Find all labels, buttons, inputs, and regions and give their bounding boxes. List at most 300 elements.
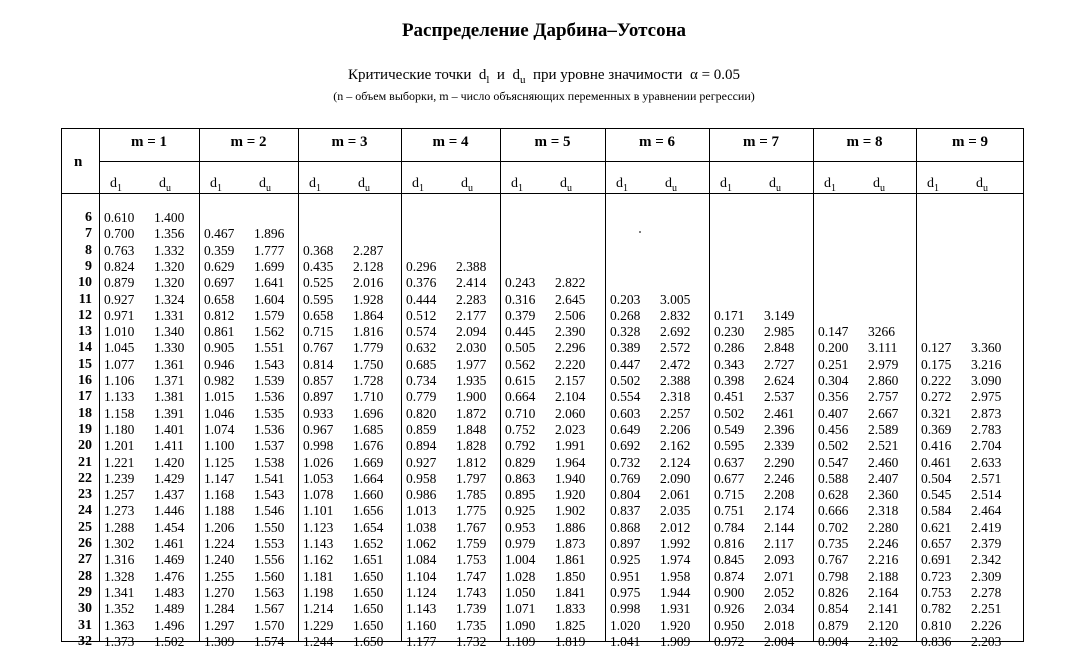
row-label-n: 29 xyxy=(78,584,92,600)
row-label-n: 22 xyxy=(78,470,92,486)
du-value: 2.506 xyxy=(555,307,586,323)
dl-value: 0.958 xyxy=(406,470,437,486)
dl-value: 0.967 xyxy=(303,421,334,437)
column-divider xyxy=(401,129,402,641)
du-value: 2.094 xyxy=(456,324,487,340)
group-header-m5: m = 5 xyxy=(534,134,571,150)
dl-value: 0.854 xyxy=(818,601,849,617)
du-value: 1.767 xyxy=(456,519,487,535)
du-value: 1.641 xyxy=(254,275,285,291)
dl-value: 1.045 xyxy=(104,340,135,356)
dl-value: 0.753 xyxy=(921,584,952,600)
du-value: 2.757 xyxy=(868,389,899,405)
dl-value: 0.804 xyxy=(610,487,641,503)
row-label-n: 6 xyxy=(85,210,92,225)
du-value: 1.850 xyxy=(555,568,586,584)
dl-value: 1.109 xyxy=(505,633,536,649)
du-value: 2.144 xyxy=(764,519,795,535)
du-value: 2.624 xyxy=(764,373,795,388)
du-value: 2.188 xyxy=(868,568,899,584)
dl-value: 0.894 xyxy=(406,438,437,454)
dl-value: 1.177 xyxy=(406,633,437,649)
dl-value: 0.316 xyxy=(505,291,536,307)
du-header: $d_u$ xyxy=(461,176,473,194)
dl-value: 1.100 xyxy=(204,438,235,454)
du-value: 2.287 xyxy=(353,242,384,258)
du-value: 1.469 xyxy=(154,552,185,568)
du-header: $d_u$ xyxy=(769,176,781,194)
du-value: 1.330 xyxy=(154,340,185,356)
dl-value: 0.628 xyxy=(818,487,849,503)
dl-value: 1.255 xyxy=(204,568,235,584)
du-value: 2.975 xyxy=(971,389,1002,405)
dl-value: 0.792 xyxy=(505,438,536,454)
dl-value: 1.257 xyxy=(104,487,135,503)
row-label-n: 13 xyxy=(78,324,92,340)
dl-value: 0.615 xyxy=(505,373,536,388)
dl-value: 0.732 xyxy=(610,454,641,470)
du-value: 3.360 xyxy=(971,340,1002,356)
du-value: 1.739 xyxy=(456,601,487,617)
dl-value: 0.562 xyxy=(505,356,536,372)
dl-value: 0.389 xyxy=(610,340,641,356)
du-value: 2.460 xyxy=(868,454,899,470)
column-divider xyxy=(199,129,200,641)
du-value: 1.656 xyxy=(353,503,384,519)
dl-header: $d_1$ xyxy=(927,176,939,194)
du-value: 2.117 xyxy=(764,536,794,551)
du-value: 1.977 xyxy=(456,356,487,372)
dl-value: 1.363 xyxy=(104,617,135,633)
row-label-n: 15 xyxy=(78,356,92,372)
row-label-n: 7 xyxy=(85,226,92,242)
du-value: 2.035 xyxy=(660,503,691,519)
du-value: 2.407 xyxy=(868,470,899,486)
du-value: 1.699 xyxy=(254,258,285,274)
du-value: 2.124 xyxy=(660,454,691,470)
dl-value: 0.715 xyxy=(714,487,745,503)
du-value: 2.257 xyxy=(660,405,691,421)
dl-value: 0.879 xyxy=(818,617,849,633)
row-label-n: 27 xyxy=(78,552,92,568)
du-value: 1.920 xyxy=(660,617,691,633)
du-value: 2.414 xyxy=(456,275,487,291)
dl-value: 1.147 xyxy=(204,470,235,486)
du-value: 2.128 xyxy=(353,258,384,274)
dl-value: 0.525 xyxy=(303,275,334,291)
du-value: 2.246 xyxy=(868,536,899,551)
dl-value: 1.106 xyxy=(104,373,135,388)
du-value: 1.992 xyxy=(660,536,691,551)
dl-value: 0.927 xyxy=(406,454,437,470)
dl-value: 1.198 xyxy=(303,584,334,600)
du-value: 1.539 xyxy=(254,373,285,388)
du-value: 2.848 xyxy=(764,340,795,356)
du-value: 1.816 xyxy=(353,324,384,340)
du-value: 1.759 xyxy=(456,536,487,551)
dl-value: 1.015 xyxy=(204,389,235,405)
du-value: 1.743 xyxy=(456,584,487,600)
du-value: 1.920 xyxy=(555,487,586,503)
du-value: 1.461 xyxy=(154,536,185,551)
dl-value: 1.143 xyxy=(406,601,437,617)
dl-value: 0.953 xyxy=(505,519,536,535)
du-value: 2.216 xyxy=(868,552,899,568)
dl-value: 0.782 xyxy=(921,601,952,617)
du-value: 2.692 xyxy=(660,324,691,340)
dl-value: 1.125 xyxy=(204,454,235,470)
du-value: 1.872 xyxy=(456,405,487,421)
du-value: 1.650 xyxy=(353,584,384,600)
dl-value: 1.168 xyxy=(204,487,235,503)
du-value: 1.401 xyxy=(154,421,185,437)
dl-value: 0.632 xyxy=(406,340,437,356)
du-value: 1.841 xyxy=(555,584,586,600)
du-header: $d_u$ xyxy=(560,176,572,194)
dl-value: 0.798 xyxy=(818,568,849,584)
du-value: 2.390 xyxy=(555,324,586,340)
dl-header: $d_1$ xyxy=(720,176,732,194)
du-value: 2.822 xyxy=(555,275,586,291)
du-value: 1.538 xyxy=(254,454,285,470)
du-value: 1.320 xyxy=(154,258,185,274)
du-value: 2.104 xyxy=(555,389,586,405)
dl-header: $d_1$ xyxy=(824,176,836,194)
dl-value: 1.077 xyxy=(104,356,135,372)
du-value: 1.909 xyxy=(660,633,691,649)
dl-value: 0.268 xyxy=(610,307,641,323)
dl-value: 1.104 xyxy=(406,568,437,584)
du-value: 1.861 xyxy=(555,552,586,568)
dl-value: 0.545 xyxy=(921,487,952,503)
du-value: 2.290 xyxy=(764,454,795,470)
du-value: 1.902 xyxy=(555,503,586,519)
dl-value: 0.998 xyxy=(610,601,641,617)
du-value: 1.537 xyxy=(254,438,285,454)
dl-value: 0.685 xyxy=(406,356,437,372)
du-value: 2.985 xyxy=(764,324,795,340)
du-value: 1.812 xyxy=(456,454,487,470)
du-value: 1.944 xyxy=(660,584,691,600)
row-label-n: 14 xyxy=(78,340,92,356)
subtitle xyxy=(0,67,1088,86)
du-value: 1.935 xyxy=(456,373,487,388)
dl-value: 1.240 xyxy=(204,552,235,568)
dl-value: 0.975 xyxy=(610,584,641,600)
du-value: 2.783 xyxy=(971,421,1002,437)
dl-value: 0.933 xyxy=(303,405,334,421)
dl-value: 0.243 xyxy=(505,275,536,291)
dl-value: 1.123 xyxy=(303,519,334,535)
group-header-m3: m = 3 xyxy=(331,134,368,150)
du-value: 2.472 xyxy=(660,356,691,372)
du-value: 1.696 xyxy=(353,405,384,421)
column-divider xyxy=(298,129,299,641)
du-value: 1.411 xyxy=(154,438,184,454)
du-value: 2.174 xyxy=(764,503,795,519)
dl-value: 0.697 xyxy=(204,275,235,291)
du-value: 1.556 xyxy=(254,552,285,568)
row-label-n: 16 xyxy=(78,373,92,388)
column-divider xyxy=(916,129,917,641)
du-value: 2.461 xyxy=(764,405,795,421)
dl-value: 0.666 xyxy=(818,503,849,519)
dl-value: 1.050 xyxy=(505,584,536,600)
dl-value: 0.677 xyxy=(714,470,745,486)
row-label-n: 24 xyxy=(78,503,92,519)
page-title: Распределение Дарбина–Уотсона xyxy=(401,20,687,41)
du-value: 1.560 xyxy=(254,568,285,584)
dl-value: 0.230 xyxy=(714,324,745,340)
durbin-watson-table xyxy=(61,128,1024,649)
dl-value: 0.859 xyxy=(406,421,437,437)
row-label-n: 23 xyxy=(78,487,92,503)
du-value: 1.775 xyxy=(456,503,487,519)
dl-value: 0.547 xyxy=(818,454,849,470)
group-header-m2: m = 2 xyxy=(230,134,267,150)
du-value: 1.536 xyxy=(254,389,285,405)
subtitle-conj: и xyxy=(496,67,505,83)
dl-value: 0.816 xyxy=(714,536,745,551)
dl-value: 1.071 xyxy=(505,601,536,617)
dl-value: 0.905 xyxy=(204,340,235,356)
row-label-n: 21 xyxy=(78,454,92,470)
subtitle-suffix: при уровне значимости xyxy=(532,67,683,83)
dl-value: 0.512 xyxy=(406,307,437,323)
dl-value: 1.214 xyxy=(303,601,334,617)
du-value: 2.280 xyxy=(868,519,899,535)
dl-value: 1.143 xyxy=(303,536,334,551)
du-value: 2.514 xyxy=(971,487,1002,503)
du-value: 2.571 xyxy=(971,470,1002,486)
dl-value: 0.369 xyxy=(921,421,952,437)
du-value: 1.332 xyxy=(154,242,185,258)
du-value: 2.572 xyxy=(660,340,691,356)
du-value: 1.454 xyxy=(154,519,185,535)
du-value: 2.203 xyxy=(971,633,1002,649)
dl-value: 0.734 xyxy=(406,373,437,388)
dl-value: 0.629 xyxy=(204,258,235,274)
dl-value: 0.296 xyxy=(406,258,437,274)
du-value: 1.825 xyxy=(555,617,586,633)
dl-value: 0.814 xyxy=(303,356,334,372)
du-value: 2.226 xyxy=(971,617,1002,633)
dl-value: 1.020 xyxy=(610,617,641,633)
du-value: 1.900 xyxy=(456,389,487,405)
du-value: 1.553 xyxy=(254,536,285,551)
du-value: 1.685 xyxy=(353,421,384,437)
subtitle-du: $d_u$ xyxy=(512,67,526,86)
row-label-n: 10 xyxy=(78,275,92,291)
dl-value: 0.637 xyxy=(714,454,745,470)
dl-header: $d_1$ xyxy=(616,176,628,194)
dl-value: 0.584 xyxy=(921,503,952,519)
group-header-m9: m = 9 xyxy=(951,134,989,150)
dl-value: 0.359 xyxy=(204,242,235,258)
dl-value: 0.863 xyxy=(505,470,536,486)
dl-value: 0.456 xyxy=(818,421,849,437)
du-value: 1.502 xyxy=(154,633,185,649)
du-value: 2.206 xyxy=(660,421,691,437)
dl-value: 0.927 xyxy=(104,291,135,307)
dl-value: 1.352 xyxy=(104,601,135,617)
du-value: 2.388 xyxy=(660,373,691,388)
du-value: 2.016 xyxy=(353,275,384,291)
row-label-n: 9 xyxy=(85,258,92,274)
du-value: 2.030 xyxy=(456,340,487,356)
dl-value: 0.982 xyxy=(204,373,235,388)
du-value: 1.652 xyxy=(353,536,384,551)
dl-value: 1.028 xyxy=(505,568,536,584)
dl-value: 1.013 xyxy=(406,503,437,519)
du-header: $d_u$ xyxy=(159,176,171,194)
du-value: 2.018 xyxy=(764,617,795,633)
du-value: 2.521 xyxy=(868,438,899,454)
dl-value: 1.004 xyxy=(505,552,536,568)
dl-value: 0.658 xyxy=(204,291,235,307)
du-value: 1.535 xyxy=(254,405,285,421)
dl-value: 0.763 xyxy=(104,242,135,258)
dl-value: 1.162 xyxy=(303,552,334,568)
du-value: 2.012 xyxy=(660,519,691,535)
du-value: 2.120 xyxy=(868,617,899,633)
du-value: 1.331 xyxy=(154,307,185,323)
du-value: 3.005 xyxy=(660,291,691,307)
dl-value: 1.297 xyxy=(204,617,235,633)
du-value: 1.604 xyxy=(254,291,285,307)
du-value: 2.061 xyxy=(660,487,691,503)
du-value: 1.833 xyxy=(555,601,586,617)
dl-value: 0.554 xyxy=(610,389,641,405)
du-header: $d_u$ xyxy=(976,176,988,194)
du-value: 3.149 xyxy=(764,307,795,323)
du-value: 1.543 xyxy=(254,487,285,503)
du-value: 1.753 xyxy=(456,552,487,568)
du-value: 2.162 xyxy=(660,438,691,454)
dl-value: 0.444 xyxy=(406,291,437,307)
du-value: 3266 xyxy=(868,324,895,340)
du-value: 1.574 xyxy=(254,633,285,649)
dl-value: 0.505 xyxy=(505,340,536,356)
dl-value: 0.874 xyxy=(714,568,745,584)
dl-value: 0.603 xyxy=(610,405,641,421)
dl-header: $d_1$ xyxy=(309,176,321,194)
du-value: 2.318 xyxy=(660,389,691,405)
dl-value: 0.328 xyxy=(610,324,641,340)
du-value: 1.541 xyxy=(254,470,285,486)
du-value: 1.964 xyxy=(555,454,586,470)
dl-value: 0.398 xyxy=(714,373,745,388)
dl-value: 1.074 xyxy=(204,421,235,437)
dl-value: 0.845 xyxy=(714,552,745,568)
dl-value: 0.710 xyxy=(505,405,536,421)
du-value: 1.567 xyxy=(254,601,285,617)
du-value: 1.750 xyxy=(353,356,384,372)
dl-header: $d_1$ xyxy=(412,176,424,194)
du-value: 1.650 xyxy=(353,633,384,649)
dl-value: 0.222 xyxy=(921,373,952,388)
dl-value: 1.180 xyxy=(104,421,135,437)
du-value: 1.735 xyxy=(456,617,487,633)
column-divider xyxy=(605,129,606,641)
dl-value: 0.769 xyxy=(610,470,641,486)
dl-value: 0.447 xyxy=(610,356,641,372)
dl-value: 0.664 xyxy=(505,389,536,405)
dl-header: $d_1$ xyxy=(210,176,222,194)
du-header: $d_u$ xyxy=(873,176,885,194)
du-value: 1.732 xyxy=(456,633,487,649)
dl-value: 0.621 xyxy=(921,519,952,535)
group-header-m1: m = 1 xyxy=(130,134,168,150)
du-value: 2.090 xyxy=(660,470,691,486)
du-value: 2.667 xyxy=(868,405,899,421)
du-value: 2.633 xyxy=(971,454,1002,470)
row-label-n: 18 xyxy=(78,405,92,421)
du-value: 1.660 xyxy=(353,487,384,503)
dl-value: 0.700 xyxy=(104,226,135,242)
dl-value: 0.200 xyxy=(818,340,849,356)
du-value: 1.974 xyxy=(660,552,691,568)
dl-value: 0.715 xyxy=(303,324,334,340)
du-value: 2.464 xyxy=(971,503,1002,519)
dl-value: 0.897 xyxy=(303,389,334,405)
dl-value: 1.341 xyxy=(104,584,135,600)
dl-value: 0.407 xyxy=(818,405,849,421)
dl-value: 0.445 xyxy=(505,324,536,340)
du-value: 2.246 xyxy=(764,470,795,486)
dl-value: 0.451 xyxy=(714,389,745,405)
du-value: 1.551 xyxy=(254,340,285,356)
du-value: 2.220 xyxy=(555,356,586,372)
row-label-n: 32 xyxy=(78,633,92,649)
dl-value: 0.171 xyxy=(714,307,745,323)
du-value: 1.340 xyxy=(154,324,185,340)
dl-value: 0.574 xyxy=(406,324,437,340)
du-value: 1.420 xyxy=(154,454,185,470)
dl-value: 0.379 xyxy=(505,307,536,323)
du-value: 1.650 xyxy=(353,568,384,584)
du-value: 2.296 xyxy=(555,340,586,356)
subtitle-alpha: α = 0.05 xyxy=(689,67,741,83)
dl-value: 0.986 xyxy=(406,487,437,503)
du-value: 1.828 xyxy=(456,438,487,454)
du-value: 2.060 xyxy=(555,405,586,421)
du-value: 1.496 xyxy=(154,617,185,633)
du-value: 1.570 xyxy=(254,617,285,633)
dl-value: 0.904 xyxy=(818,633,849,649)
dl-value: 0.502 xyxy=(610,373,641,388)
du-value: 2.645 xyxy=(555,291,586,307)
du-value: 2.379 xyxy=(971,536,1002,551)
du-value: 2.251 xyxy=(971,601,1002,617)
dl-value: 0.820 xyxy=(406,405,437,421)
dl-value: 0.502 xyxy=(714,405,745,421)
du-value: 2.589 xyxy=(868,421,899,437)
dl-value: 1.284 xyxy=(204,601,235,617)
header-divider xyxy=(99,161,1023,162)
du-value: 1.676 xyxy=(353,438,384,454)
dl-value: 0.946 xyxy=(204,356,235,372)
dl-value: 0.504 xyxy=(921,470,952,486)
du-header: $d_u$ xyxy=(665,176,677,194)
dl-value: 1.038 xyxy=(406,519,437,535)
dl-value: 0.972 xyxy=(714,633,745,649)
dl-value: 0.610 xyxy=(104,210,135,225)
du-value: 1.819 xyxy=(555,633,586,649)
du-value: 1.437 xyxy=(154,487,185,503)
du-value: 1.489 xyxy=(154,601,185,617)
dl-value: 0.595 xyxy=(303,291,334,307)
